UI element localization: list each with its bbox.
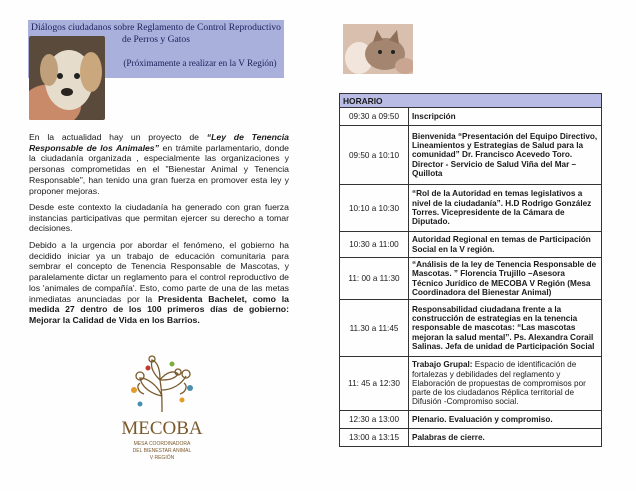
row-activity: “Análisis de la ley de Tenencia Responsable de Mascotas. ” Florencia Trujillo –Asesora Técnico Jurídico de MECOBA V Región (Mesa Coordinadora del Bienestar Animal) — [409, 258, 602, 300]
intro-paragraph — [29, 132, 289, 196]
row-activity: Plenario. Evaluación y compromiso. — [409, 411, 602, 429]
intro-text-c: en trámite parlamentario, donde la ciudadanía organizada , especialmente las organizaciones y personas comprometidas en el "Bienestar Animal y Tenencia Responsable", han tenido una gran fuerza en promover esta ley y proponer mejoras. — [29, 142, 290, 196]
kitten-photo — [343, 24, 413, 74]
table-row — [340, 258, 602, 300]
table-row — [340, 300, 602, 357]
row-time: 13:00 a 13:15 — [340, 429, 409, 447]
row-activity: Bienvenida “Presentación del Equipo Directivo, Lineamientos y Estrategias de Salud para la comunidad” Dr. Francisco Acevedo Toro. Director - Servicio de Salud Viña del Mar – Quillota — [409, 126, 602, 185]
intro-text-a: En la actualidad hay un proyecto de — [29, 132, 207, 142]
logo-line-1: MESA COORDINADORA — [133, 441, 191, 447]
row-activity: Inscripción — [409, 108, 602, 126]
page-title: Diálogos ciudadanos sobre Reglamento de Control Reproductivo de Perros y Gatos — [31, 22, 281, 45]
row-activity — [409, 357, 602, 411]
schedule-table — [339, 93, 602, 447]
row-activity: Palabras de cierre. — [409, 429, 602, 447]
schedule-header: HORARIO — [340, 94, 602, 108]
mecoba-logo — [120, 350, 205, 475]
row-time: 09:50 a 10:10 — [340, 126, 409, 185]
row-time: 11: 00 a 11:30 — [340, 258, 409, 300]
row-time: 11: 45 a 12:30 — [340, 357, 409, 411]
dog-photo — [29, 36, 105, 120]
table-row — [340, 357, 602, 411]
table-row — [340, 429, 602, 447]
row-activity-bold: Trabajo Grupal: — [412, 360, 473, 370]
table-row — [340, 185, 602, 232]
logo-line-3: V REGIÓN — [149, 455, 175, 461]
table-row — [340, 232, 602, 258]
urgency-paragraph — [29, 240, 289, 326]
urgency-text-a: Debido a la urgencia por abordar el fenómeno, el gobierno ha decidido iniciar ya un trabajo de educación comunitaria para sembrar el concepto de Tenencia Responsable de Mascotas, y paralelamente dictar un reglamento para el control reproductivo de los 'animales de compañía'. Esto, como parte de una de las metas inmediatas anunciadas por la — [29, 240, 289, 304]
row-time: 10:30 a 11:00 — [340, 232, 409, 258]
row-activity: Autoridad Regional en temas de Participación Social en la V región. — [409, 232, 602, 258]
row-time: 09:30 a 09:50 — [340, 108, 409, 126]
context-paragraph: Desde este contexto la ciudadanía ha generado con gran fuerza instancias participativas que permitan ejercer su derecho a tomar decisiones. — [29, 202, 289, 234]
row-activity: Responsabilidad ciudadana frente a la construcción de estrategias en la tenencia responsable de mascotas: “Las mascotas mejoran la salud mental”. Ps. Alexandra Corail Salinas. Jefa de unidad de Participación Social — [409, 300, 602, 357]
table-row — [340, 108, 602, 126]
row-activity-rest: Espacio de identificación de fortalezas y debilidades del reglamento y Elaboración de propuestas de compromisos por parte de los ciudadanos Réplica territorial de Difusión -Compromiso social. — [412, 360, 586, 407]
row-activity: “Rol de la Autoridad en temas legislativos a nivel de la ciudadanía”. H.D Rodrigo González Torres. Vicepresidente de la Cámara de Diputado. — [409, 185, 602, 232]
table-row — [340, 411, 602, 429]
page-subtitle: (Próximamente a realizar en la V Región) — [123, 58, 277, 68]
logo-line-2: DEL BIENESTAR ANIMAL — [132, 448, 192, 454]
law-name: “Ley de Tenencia Responsable de los Animales” — [29, 132, 289, 153]
urgency-text-bold: Presidenta Bachelet, como la medida 27 dentro de los 100 primeros días de gobierno: Mejorar la Calidad de Vida en los Barrios. — [29, 293, 289, 325]
row-time: 11.30 a 11:45 — [340, 300, 409, 357]
schedule-header-row — [340, 94, 602, 108]
row-time: 10:10 a 10:30 — [340, 185, 409, 232]
logo-name: MECOBA — [121, 418, 203, 439]
table-row — [340, 126, 602, 185]
row-time: 12:30 a 13:00 — [340, 411, 409, 429]
